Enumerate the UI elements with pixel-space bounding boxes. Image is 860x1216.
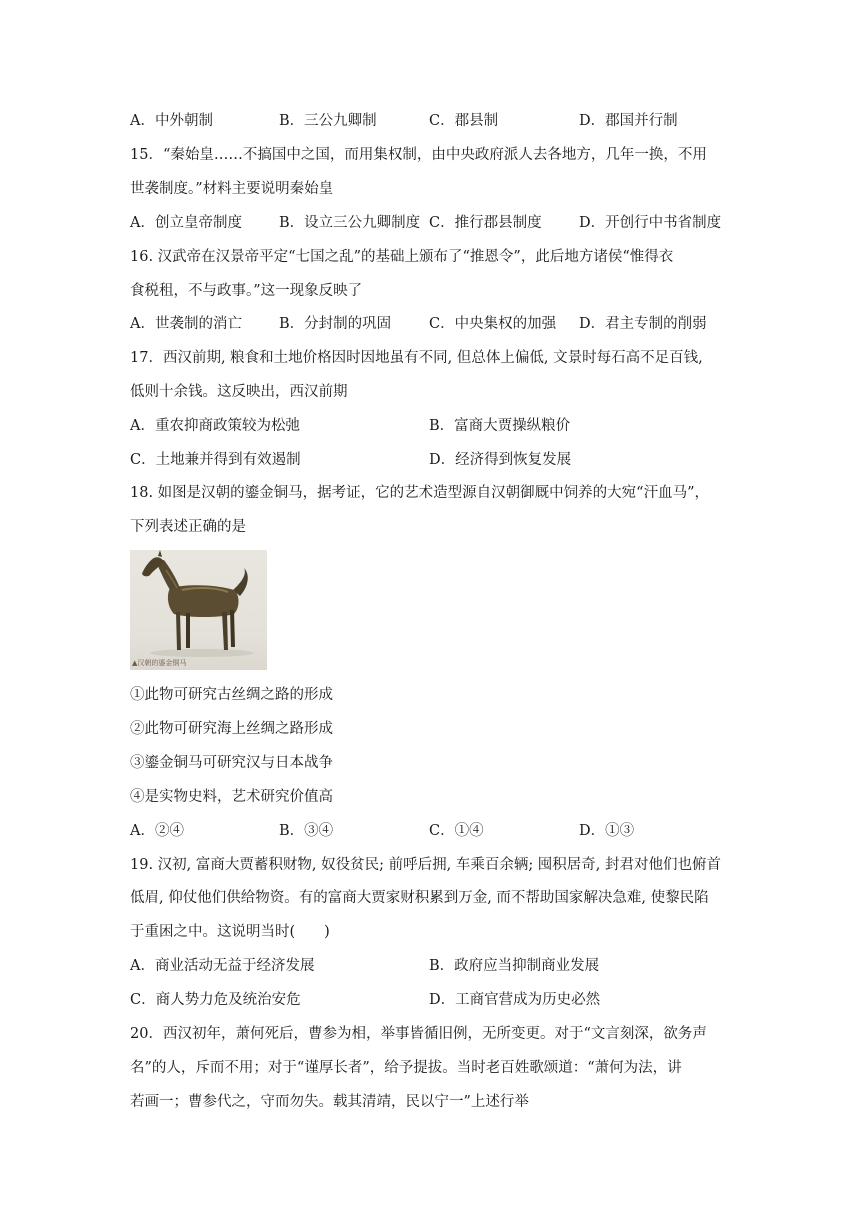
q18-statement-3: ③鎏金铜马可研究汉与日本战争 [130,755,333,771]
q20-stem-line1: 20．西汉初年，萧何死后，曹参为相，举事皆循旧例，无所变更。对于“文言刻深，欲务声 [130,1026,707,1042]
q19-stem-line3: 于重困之中。这说明当时( ) [130,924,330,940]
q18-option-c[interactable]: C．①④ [429,823,484,839]
q20-stem-line2: 名”的人，斥而不用；对于“谨厚长者”，给予提拔。当时老百姓歌颂道：“萧何为法，讲 [130,1060,682,1076]
q18-stem-line1: 18. 如图是汉朝的鎏金铜马，据考证，它的艺术造型源自汉朝御厩中饲养的大宛“汗血马”， [130,485,709,501]
q18-option-d[interactable]: D．①③ [579,823,635,839]
q19-stem-line2: 低眉, 仰仗他们供给物资。有的富商大贾家财积累到万金, 而不帮助国家解决急难, 使黎民陷 [130,890,709,906]
q19-option-c[interactable]: C．商人势力危及统治安危 [130,992,301,1008]
q18-stem-line2: 下列表述正确的是 [130,519,246,535]
q19-option-d[interactable]: D．工商官营成为历史必然 [429,992,601,1008]
bronze-horse-icon [130,550,267,670]
q16-option-b[interactable]: B．分封制的巩固 [279,316,392,332]
q14-option-b[interactable]: B．三公九卿制 [279,113,377,129]
q18-option-a[interactable]: A．②④ [130,823,184,839]
q15-stem-line1: 15．“秦始皇……不搞国中之国，而用集权制，由中央政府派人去各地方，几年一换，不用 [130,147,707,163]
q16-option-c[interactable]: C．中央集权的加强 [429,316,557,332]
q15-option-d[interactable]: D．开创行中书省制度 [579,215,722,231]
q14-option-d[interactable]: D．郡国并行制 [579,113,678,129]
q17-stem-line1: 17．西汉前期, 粮食和土地价格因时因地虽有不同, 但总体上偏低, 文景时每石高不足百钱, [130,350,703,366]
q20-stem-line3: 若画一；曹参代之，守而勿失。载其清靖，民以宁一”上述行举 [130,1094,529,1110]
q18-statement-4: ④是实物史料，艺术研究价值高 [130,789,333,805]
q17-option-c[interactable]: C．土地兼并得到有效遏制 [130,452,301,468]
q14-option-c[interactable]: C．郡县制 [429,113,499,129]
q17-option-a[interactable]: A．重农抑商政策较为松弛 [130,418,300,434]
q17-option-b[interactable]: B．富商大贾操纵粮价 [429,418,571,434]
q14-option-a[interactable]: A．中外朝制 [130,113,213,129]
q15-option-a[interactable]: A．创立皇帝制度 [130,215,242,231]
q16-option-a[interactable]: A．世袭制的消亡 [130,316,242,332]
figure-caption: ▲汉朝的鎏金铜马 [132,659,187,667]
q17-option-d[interactable]: D．经济得到恢复发展 [429,452,572,468]
q16-stem-line2: 食税租，不与政事。”这一现象反映了 [130,283,363,299]
gilt-bronze-horse-figure [130,550,267,670]
q19-stem-line1: 19. 汉初, 富商大贾蓄积财物, 奴役贫民; 前呼后拥, 车乘百余辆; 囤积居奇, 封君对他们也俯首 [130,857,722,873]
q15-option-c[interactable]: C．推行郡县制度 [429,215,542,231]
q18-option-b[interactable]: B．③④ [279,823,334,839]
q15-option-b[interactable]: B．设立三公九卿制度 [279,215,421,231]
q19-option-b[interactable]: B．政府应当抑制商业发展 [429,958,600,974]
q18-statement-2: ②此物可研究海上丝绸之路形成 [130,721,333,737]
q19-option-a[interactable]: A．商业活动无益于经济发展 [130,958,315,974]
q18-statement-1: ①此物可研究古丝绸之路的形成 [130,687,333,703]
q15-stem-line2: 世袭制度。”材料主要说明秦始皇 [130,181,334,197]
q16-option-d[interactable]: D．君主专制的削弱 [579,316,707,332]
q17-stem-line2: 低则十余钱。这反映出，西汉前期 [130,384,348,400]
q16-stem-line1: 16. 汉武帝在汉景帝平定“七国之乱”的基础上颁布了“推恩令”，此后地方诸侯“惟得衣 [130,249,674,265]
